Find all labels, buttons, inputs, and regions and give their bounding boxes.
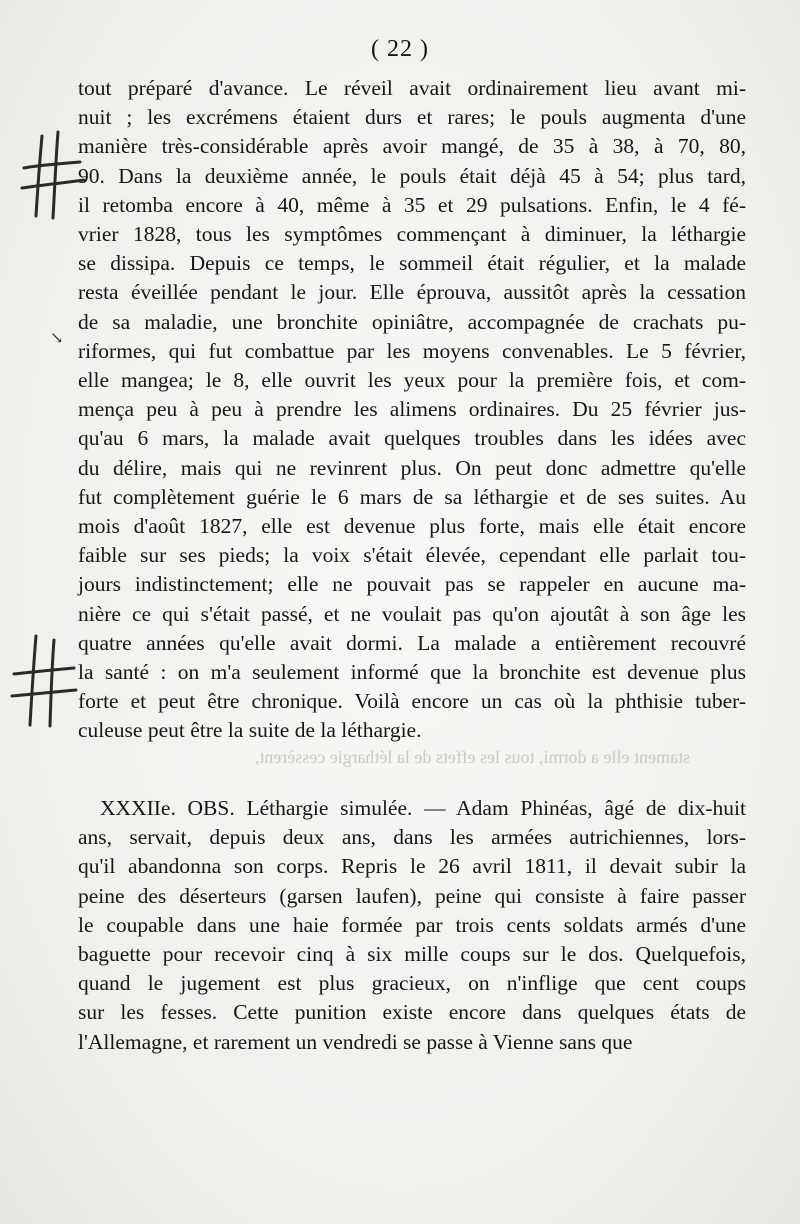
text-line: mença peu à peu à prendre les alimens ordinaires. Du 25 février jus- — [78, 397, 746, 422]
text-line: quand le jugement est plus gracieux, on n'inflige que cent coups — [78, 971, 746, 996]
text-line: sur les fesses. Cette punition existe encore dans quelques états de — [78, 1000, 746, 1025]
text-line: 90. Dans la deuxième année, le pouls était déjà 45 à 54; plus tard, — [78, 163, 746, 188]
text-line: manière très-considérable après avoir mangé, de 35 à 38, à 70, 80, — [78, 134, 746, 159]
text-line: culeuse peut être la suite de la léthargie. — [78, 718, 422, 743]
paragraph-observation-xxxii — [78, 794, 746, 1057]
page-number: ( 22 ) — [371, 36, 429, 62]
text-line: peine des déserteurs (garsen laufen), peine qui consiste à faire passer — [78, 883, 746, 908]
text-line: ans, servait, depuis deux ans, dans les armées autrichiennes, lors- — [78, 825, 746, 850]
margin-tick-mark: ↘ — [50, 328, 64, 347]
text-line: fut complètement guérie le 6 mars de sa léthargie et de ses suites. Au — [78, 484, 746, 509]
text-line: nière ce qui s'était passé, et ne voulait pas qu'on ajoutât à son âge les — [78, 601, 746, 626]
text-line: elle mangea; le 8, elle ouvrit les yeux pour la première fois, et com- — [78, 368, 746, 393]
text-line: la santé : on m'a seulement informé que la bronchite est devenue plus — [78, 660, 746, 685]
hash-pencil-mark-icon — [20, 128, 90, 223]
text-line: qu'au 6 mars, la malade avait quelques troubles dans les idées avec — [78, 426, 746, 451]
text-line: resta éveillée pendant le jour. Elle éprouva, aussitôt après la cessation — [78, 280, 746, 305]
text-line: forte et peut être chronique. Voilà encore un cas où la phthisie tuber- — [78, 689, 746, 714]
text-line: l'Allemagne, et rarement un vendredi se passe à Vienne sans que — [78, 1029, 633, 1054]
text-line: baguette pour recevoir cinq à six mille coups sur le dos. Quelquefois, — [78, 942, 746, 967]
text-line: XXXIIe. OBS. Léthargie simulée. — Adam Phinéas, âgé de dix-huit — [100, 796, 746, 820]
text-line: se dissipa. Depuis ce temps, le sommeil était régulier, et la malade — [78, 251, 746, 276]
text-line: il retomba encore à 40, même à 35 et 29 pulsations. Enfin, le 4 fé- — [78, 192, 746, 217]
text-line: qu'il abandonna son corps. Repris le 26 avril 1811, il devait subir la — [78, 854, 746, 879]
text-line: quatre années qu'elle avait dormi. La malade a entièrement recouvré — [78, 630, 746, 655]
text-line: tout préparé d'avance. Le réveil avait ordinairement lieu avant mi- — [78, 76, 746, 100]
text-line: mois d'août 1827, elle est devenue plus forte, mais elle était encore — [78, 514, 746, 539]
bleed-through-text: stament elle a dormi, tous les effets de la léthargie cessèrent, — [254, 748, 690, 767]
text-line: jours indistinctement; elle ne pouvait pas se rappeler en aucune ma- — [78, 572, 746, 597]
paragraph-case-report — [78, 74, 746, 746]
hash-pencil-mark-icon — [8, 630, 78, 730]
text-line: de sa maladie, une bronchite opiniâtre, accompagnée de crachats pu- — [78, 309, 746, 334]
text-line: riformes, qui fut combattue par les moyens convenables. Le 5 février, — [78, 338, 746, 363]
text-line: faible sur ses pieds; la voix s'était élevée, cependant elle parlait tou- — [78, 543, 746, 568]
text-line: du délire, mais qui ne revinrent plus. On peut donc admettre qu'elle — [78, 455, 746, 480]
text-line: vrier 1828, tous les symptômes commençant à diminuer, la léthargie — [78, 222, 746, 247]
text-line: nuit ; les excrémens étaient durs et rares; le pouls augmenta d'une — [78, 105, 746, 130]
text-line: le coupable dans une haie formée par trois cents soldats armés d'une — [78, 912, 746, 937]
